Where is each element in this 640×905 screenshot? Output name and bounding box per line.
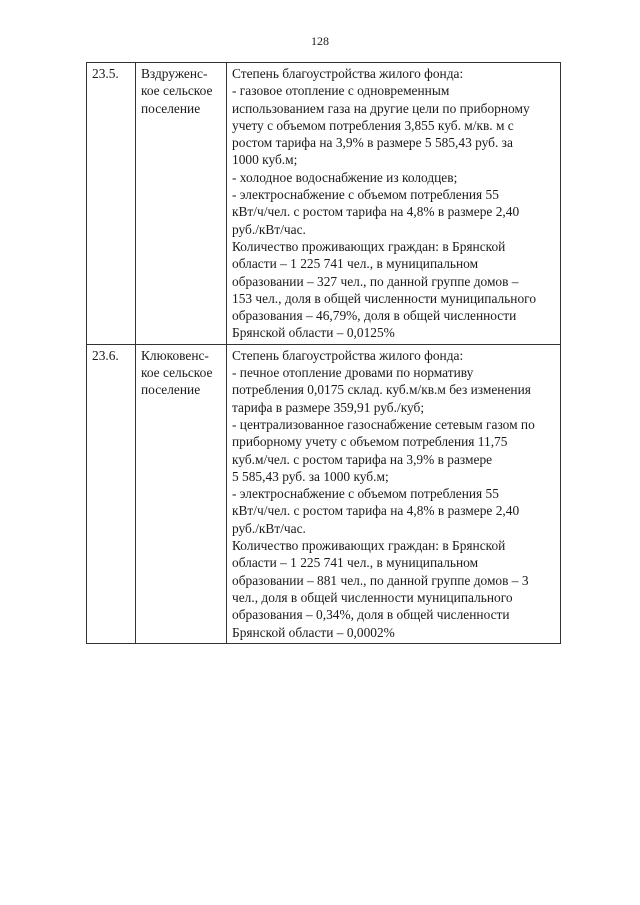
- description-line: образовании – 881 чел., по данной группе домов – 3: [232, 572, 529, 588]
- description-cell: [227, 344, 561, 643]
- description-line: Брянской области – 0,0125%: [232, 325, 395, 341]
- description-line: кВт/ч/чел. с ростом тарифа на 4,8% в размере 2,40: [232, 204, 520, 220]
- row-number-cell: [87, 344, 136, 643]
- description-cell: [227, 63, 561, 345]
- description-line: - холодное водоснабжение из колодцев;: [232, 169, 458, 185]
- settlement-name-line: кое сельское: [141, 365, 213, 381]
- description-line: руб./кВт/час.: [232, 221, 306, 237]
- description-line: 153 чел., доля в общей численности муниципального: [232, 290, 537, 306]
- description-line: - газовое отопление с одновременным: [232, 83, 450, 99]
- settlement-name-line: кое сельское: [141, 83, 213, 99]
- table-row: [87, 344, 561, 643]
- settlement-name-line: Вздруженс-: [141, 66, 208, 81]
- description-line: кВт/ч/чел. с ростом тарифа на 4,8% в размере 2,40: [232, 503, 520, 519]
- description-line: ростом тарифа на 3,9% в размере 5 585,43 руб. за: [232, 135, 513, 151]
- description-line: области – 1 225 741 чел., в муниципальном: [232, 555, 479, 571]
- description-line: - электроснабжение с объемом потребления 55: [232, 187, 499, 203]
- description-line: Количество проживающих граждан: в Брянской: [232, 538, 506, 554]
- description-line: 5 585,43 руб. за 1000 куб.м;: [232, 468, 389, 484]
- description-line: образования – 46,79%, доля в общей численности: [232, 308, 517, 324]
- description-line: - централизованное газоснабжение сетевым газом по: [232, 416, 535, 432]
- description-line: образования – 0,34%, доля в общей численности: [232, 607, 510, 623]
- description-line: образовании – 327 чел., по данной группе домов –: [232, 273, 519, 289]
- description-line: руб./кВт/час.: [232, 520, 306, 536]
- description-line: области – 1 225 741 чел., в муниципальном: [232, 256, 479, 272]
- description-line: учету с объемом потребления 3,855 куб. м/кв. м с: [232, 117, 514, 133]
- description-line: 1000 куб.м;: [232, 152, 298, 168]
- description-line: куб.м/чел. с ростом тарифа на 3,9% в размере: [232, 451, 493, 467]
- table-row: [87, 63, 561, 345]
- description-line: потребления 0,0175 склад. куб.м/кв.м без изменения: [232, 382, 531, 398]
- description-line: Степень благоустройства жилого фонда:: [232, 66, 464, 81]
- description-line: Количество проживающих граждан: в Брянской: [232, 238, 506, 254]
- row-number: 23.6.: [92, 347, 119, 363]
- description-line: - печное отопление дровами по нормативу: [232, 365, 474, 381]
- description-line: чел., доля в общей численности муниципального: [232, 589, 513, 605]
- settlement-name-cell: [136, 344, 227, 643]
- settlement-name-cell: [136, 63, 227, 345]
- description-line: тарифа в размере 359,91 руб./куб;: [232, 399, 425, 415]
- description-line: приборному учету с объемом потребления 11,75: [232, 434, 508, 450]
- settlement-name-line: поселение: [141, 382, 201, 398]
- description-line: Брянской области – 0,0002%: [232, 624, 395, 640]
- settlements-table: [86, 62, 561, 644]
- settlement-name-line: Клюковенс-: [141, 347, 209, 363]
- description-line: использованием газа на другие цели по приборному: [232, 100, 530, 116]
- description-line: Степень благоустройства жилого фонда:: [232, 347, 464, 363]
- settlement-name-line: поселение: [141, 100, 201, 116]
- description-line: - электроснабжение с объемом потребления 55: [232, 486, 499, 502]
- row-number-cell: [87, 63, 136, 345]
- row-number: 23.5.: [92, 66, 119, 81]
- page-number: 128: [311, 34, 329, 48]
